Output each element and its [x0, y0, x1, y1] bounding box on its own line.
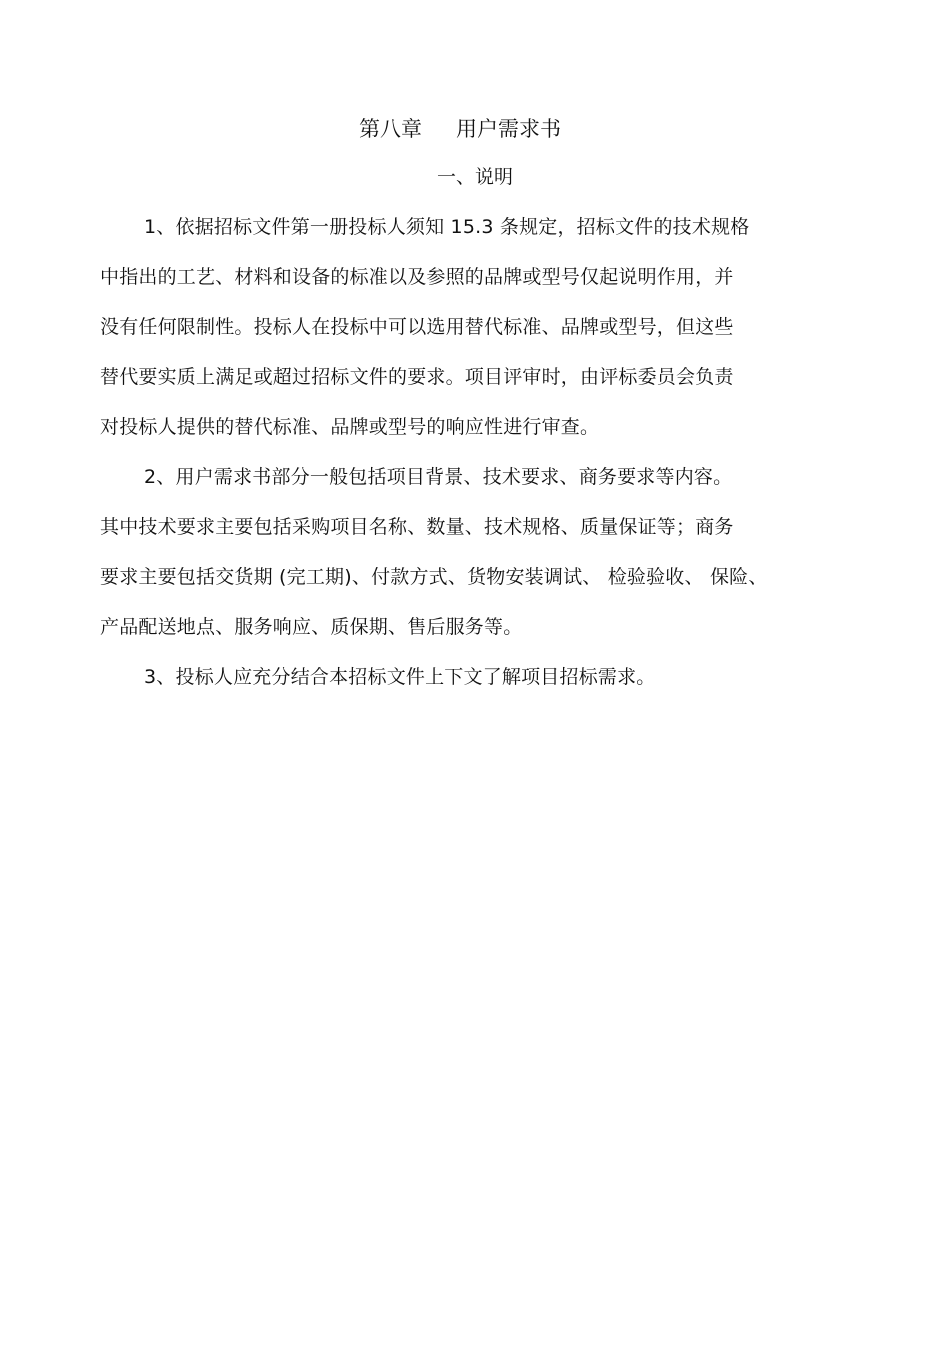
paragraph-2-line-4: 产品配送地点、服务响应、质保期、售后服务等。: [100, 616, 523, 638]
paragraph-1-line-2: 中指出的工艺、材料和设备的标准以及参照的品牌或型号仅起说明作用，并: [100, 266, 734, 288]
paragraph-1-line-3: 没有任何限制性。投标人在投标中可以选用替代标准、品牌或型号，但这些: [100, 316, 734, 338]
chapter-title: 用户需求书: [456, 117, 561, 141]
paragraph-2-line-3: 要求主要包括交货期 (完工期)、付款方式、货物安装调试、 检验验收、 保险、: [100, 566, 768, 588]
paragraph-2-line-2: 其中技术要求主要包括采购项目名称、数量、技术规格、质量保证等；商务: [100, 516, 734, 538]
paragraph-2-line-1: 2、用户需求书部分一般包括项目背景、技术要求、商务要求等内容。: [144, 466, 733, 488]
chapter-heading: [0, 116, 920, 142]
paragraph-1-line-5: 对投标人提供的替代标准、品牌或型号的响应性进行审查。: [100, 416, 600, 438]
paragraph-1-line-1: 1、依据招标文件第一册投标人须知 15.3 条规定，招标文件的技术规格: [144, 216, 750, 238]
paragraph-1-line-4: 替代要实质上满足或超过招标文件的要求。项目评审时，由评标委员会负责: [100, 366, 734, 388]
paragraph-3-line-1: 3、投标人应充分结合本招标文件上下文了解项目招标需求。: [144, 666, 656, 688]
section-heading: 一、说明: [436, 166, 513, 188]
chapter-label: 第八章: [359, 117, 422, 141]
